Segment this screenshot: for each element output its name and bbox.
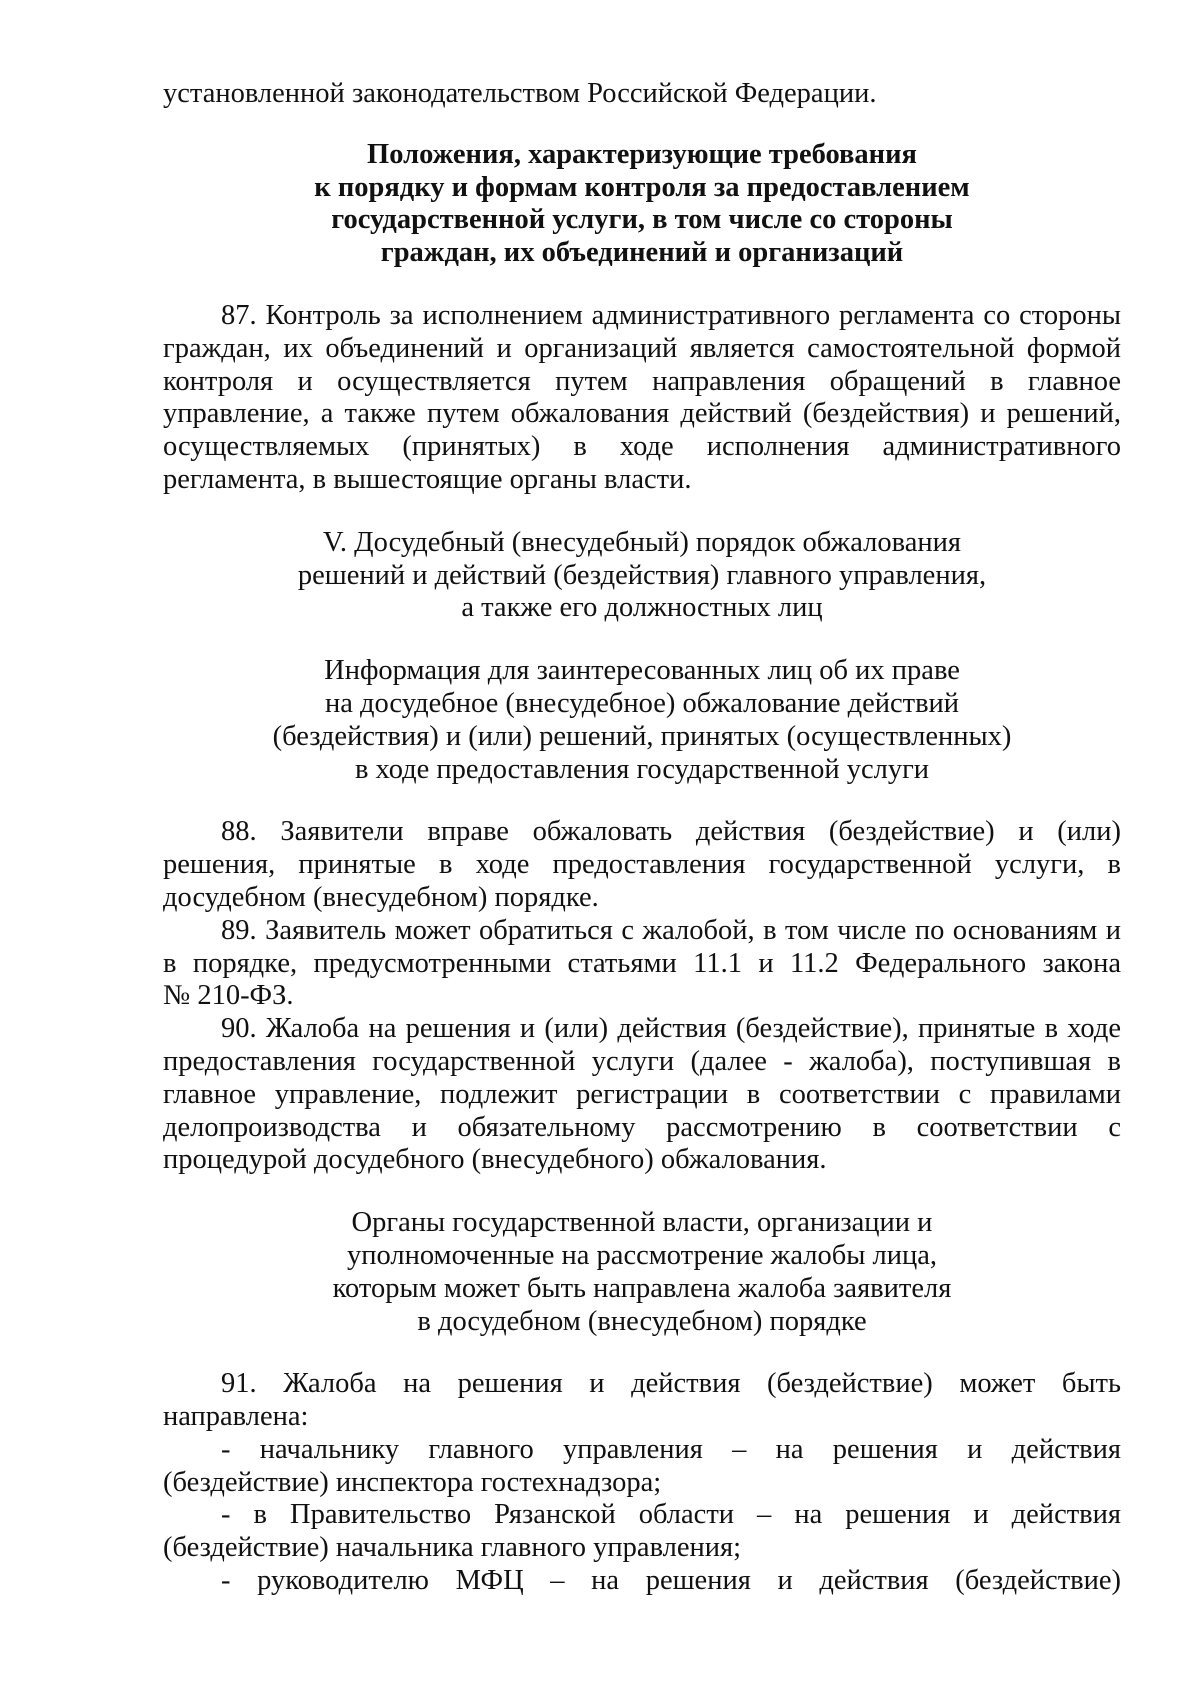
paragraph-line: 91. Жалоба на решения и действия (бездействие) может быть [221,1368,1121,1400]
paragraph-line: направлена: [163,1401,309,1433]
paragraph-line: 87. Контроль за исполнением административного регламента со стороны [221,299,1121,331]
paragraph-90 [163,1013,1121,1177]
paragraph-line: управление, а также путем обжалования действий (бездействия) и решений, [163,398,1121,430]
paragraph-line: процедурой досудебного (внесудебного) обжалования. [163,1144,827,1176]
heading-line: государственной услуги, в том числе со стороны [331,204,953,236]
paragraph-line: граждан, их объединений и организаций является самостоятельной формой [163,332,1121,364]
paragraph-line: решения, принятые в ходе предоставления государственной услуги, в [163,849,1121,881]
list-item-line: - руководителю МФЦ – на решения и действия (бездействие) [221,1565,1121,1597]
paragraph-line: предоставления государственной услуги (далее - жалоба), поступившая в [163,1045,1121,1077]
paragraph-line: досудебном (внесудебном) порядке. [163,881,599,913]
document-page [163,78,1121,1598]
paragraph-89 [163,915,1121,1013]
paragraph-line: контроля и осуществляется путем направления обращений в главное [163,365,1121,397]
heading-line: к порядку и формам контроля за предоставлением [314,171,970,203]
heading-line: граждан, их объединений и организаций [380,237,904,269]
intro-line: установленной законодательством Российской Федерации. [163,78,877,109]
heading-line: Положения, характеризующие требования [367,138,917,170]
paragraph-line: в порядке, предусмотренными статьями 11.1 и 11.2 Федерального закона [163,947,1121,979]
list-item-line: - начальнику главного управления – на решения и действия [221,1433,1121,1465]
paragraph-line: регламента, в вышестоящие органы власти. [163,463,692,495]
heading-line: на досудебное (внесудебное) обжалование действий [324,687,960,719]
list-item-line: - в Правительство Рязанской области – на решения и действия [221,1499,1121,1531]
paragraph-line: делопроизводства и обязательному рассмотрению в соответствии с [163,1111,1121,1143]
heading-line: решений и действий (бездействия) главного управления, [297,559,987,591]
heading-line: а также его должностных лиц [461,592,823,624]
list-item-line: (бездействие) инспектора гостехнадзора; [163,1466,662,1498]
heading-control-requirements [163,139,1121,270]
paragraph-line: главное управление, подлежит регистрации в соответствии с правилами [163,1078,1121,1110]
paragraph-line: 90. Жалоба на решения и (или) действия (бездействие), принятые в ходе [221,1013,1121,1045]
paragraph-88 [163,816,1121,914]
paragraph-line: 89. Заявитель может обратиться с жалобой, в том числе по основаниям и [221,914,1121,946]
heading-line: в досудебном (внесудебном) порядке [417,1305,867,1337]
paragraph-91 [163,1368,1121,1598]
heading-appeal-information [163,655,1121,786]
heading-line: Органы государственной власти, организации и [351,1207,933,1239]
paragraph-line: 88. Заявители вправе обжаловать действия (бездействие) и (или) [221,816,1121,848]
section-v-heading [163,527,1121,625]
paragraph-87 [163,300,1121,497]
paragraph-line: № 210-ФЗ. [163,980,294,1012]
list-item-line: (бездействие) начальника главного управления; [163,1532,742,1564]
heading-line: которым может быть направлена жалоба заявителя [332,1272,952,1304]
paragraph-line: осуществляемых (принятых) в ходе исполнения административного [163,431,1121,463]
heading-line: (бездействия) и (или) решений, принятых (осуществленных) [272,720,1012,752]
heading-line: Информация для заинтересованных лиц об их праве [324,655,960,687]
heading-complaint-bodies [163,1207,1121,1338]
heading-line: V. Досудебный (внесудебный) порядок обжалования [323,526,961,558]
heading-line: в ходе предоставления государственной услуги [354,753,930,785]
heading-line: уполномоченные на рассмотрение жалобы лица, [347,1239,937,1271]
